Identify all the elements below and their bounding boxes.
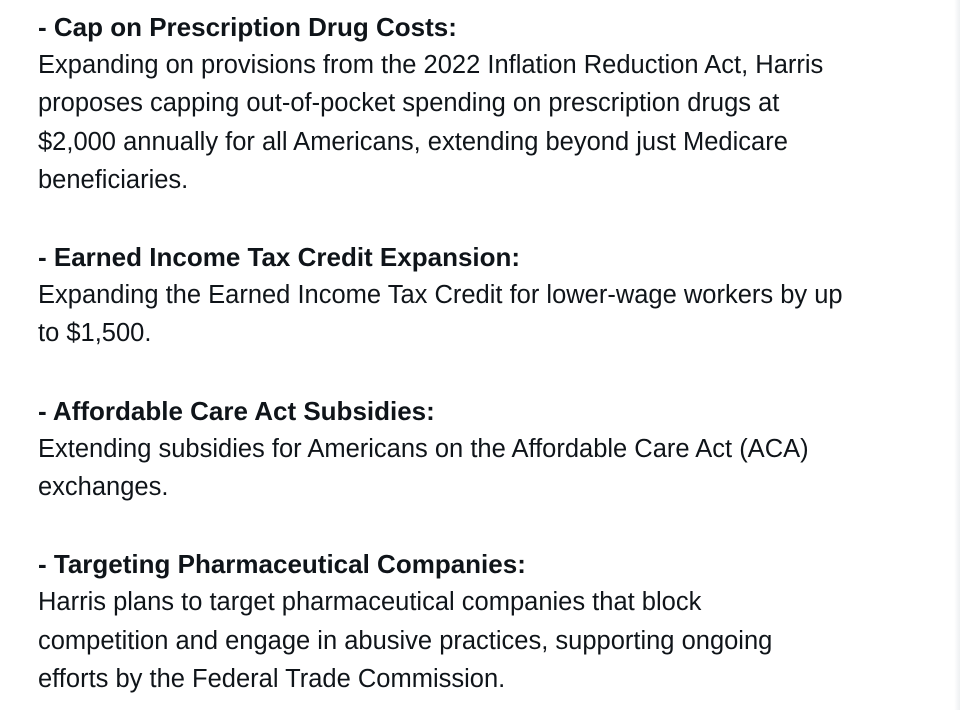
body-line: beneficiaries. (38, 165, 189, 194)
body-line: exchanges. (38, 473, 169, 502)
section-affordable-care-act (38, 392, 938, 507)
body-line: competition and engage in abusive practices, supporting ongoing (38, 626, 773, 655)
section-heading: - Affordable Care Act Subsidies: (38, 395, 435, 426)
body-line: efforts by the Federal Trade Commission. (38, 664, 506, 693)
section-pharmaceutical-companies (38, 545, 938, 698)
section-body (38, 430, 938, 507)
body-line: Extending subsidies for Americans on the Affordable Care Act (ACA) (38, 434, 809, 463)
section-prescription-drug-costs (38, 8, 938, 199)
section-heading: - Earned Income Tax Credit Expansion: (38, 242, 521, 273)
post-text-content (38, 8, 938, 698)
body-line: proposes capping out-of-pocket spending on prescription drugs at (38, 89, 780, 118)
section-body (38, 583, 938, 698)
body-line: to $1,500. (38, 319, 152, 348)
section-heading: - Targeting Pharmaceutical Companies: (38, 549, 526, 580)
right-edge-shadow (954, 0, 960, 710)
section-body (38, 276, 938, 353)
body-line: Harris plans to target pharmaceutical companies that block (38, 588, 702, 617)
section-body (38, 46, 938, 199)
body-line: $2,000 annually for all Americans, extending beyond just Medicare (38, 127, 788, 156)
section-earned-income-tax-credit (38, 238, 938, 353)
body-line: Expanding on provisions from the 2022 Inflation Reduction Act, Harris (38, 51, 824, 79)
section-heading: - Cap on Prescription Drug Costs: (38, 12, 457, 42)
body-line: Expanding the Earned Income Tax Credit for lower-wage workers by up (38, 281, 843, 310)
